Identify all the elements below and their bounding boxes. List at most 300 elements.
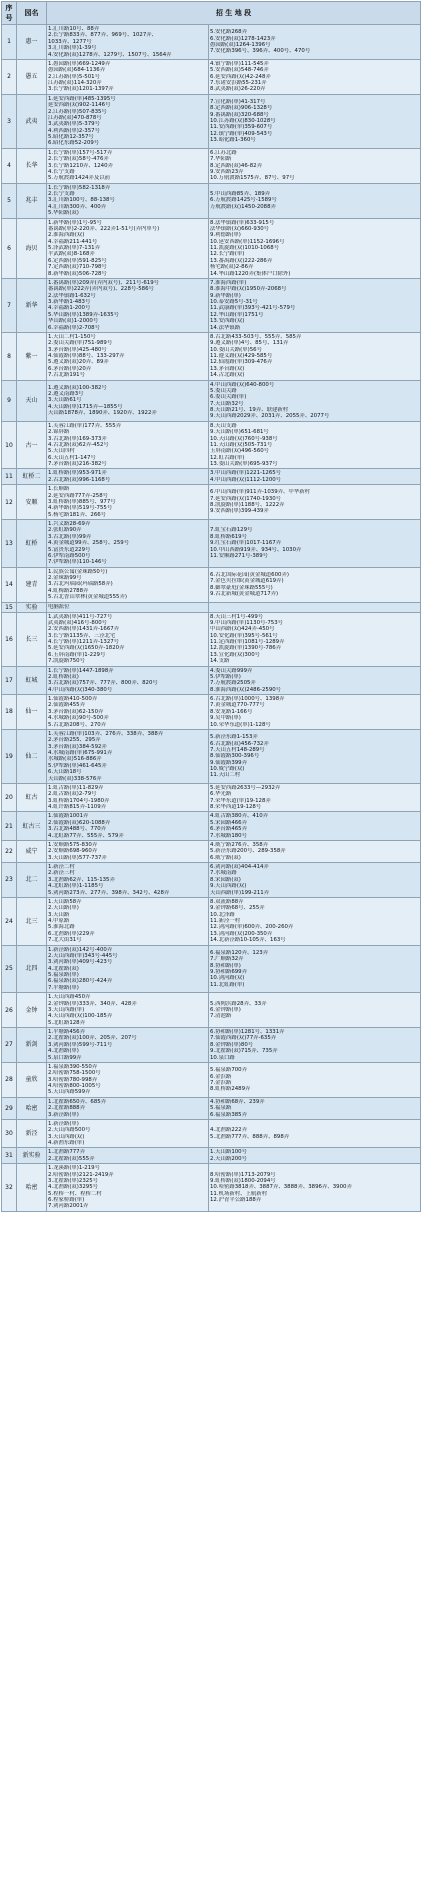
table-row: [2, 1164, 421, 1212]
table-row: [2, 520, 421, 568]
area-line: 5.遵义路(双)20弄、89弄: [48, 359, 109, 366]
area-line: 1.番禺路(单)209弄(弄内双号)、211号-619号: [48, 279, 160, 286]
area-line: 5.福泉路: [210, 1105, 232, 1112]
area-left-cell: [47, 380, 209, 421]
area-line: 1.天山二村1-150号: [48, 333, 96, 340]
area-line: 2.古北路(双)996-1168号: [48, 476, 111, 483]
park-name: 惠一: [17, 25, 47, 60]
area-line: 4.北渔路222弄: [210, 1127, 247, 1134]
area-line: 2.天山西路500号: [48, 1127, 91, 1134]
park-name: 威宁: [17, 840, 47, 862]
park-name: 虹古三: [17, 812, 47, 841]
area-line: 6.安化路(双)1278-1423弄: [210, 35, 276, 42]
area-line: 1.虹桥路(单)953-971弄: [48, 470, 107, 477]
area-line: 11.安顺路271号-389号: [210, 552, 269, 559]
area-line: 4.北渔路(单): [48, 1048, 79, 1055]
area-right-cell: [209, 278, 421, 332]
area-left-cell: [47, 218, 209, 278]
area-right-cell: [209, 1028, 421, 1063]
area-line: 13.昭化路1-360号: [210, 137, 256, 144]
area-line: 7.东诸安浜路55-231弄: [210, 80, 267, 86]
park-name: 武夷: [17, 94, 47, 148]
table-row: [2, 148, 421, 183]
area-line: 1.长宁路(单)1447-1898弄: [48, 667, 114, 674]
area-line: 1.平塘路456弄: [48, 1029, 85, 1036]
area-line: 3.新华路1-483号: [48, 299, 91, 305]
area-line: 5.程桥一村、程桥二村: [48, 1190, 102, 1197]
row-number: 14: [2, 567, 17, 602]
area-line: 1.愚园路(单)669-1249弄: [48, 60, 111, 67]
area-line: 9.协和路699弄: [210, 968, 247, 975]
area-line: 5.天山西路599弄: [48, 1089, 91, 1096]
area-line: 6.玉屏南路(单)1-229号: [48, 651, 106, 658]
row-number: 23: [2, 863, 17, 898]
row-number: 21: [2, 812, 17, 841]
area-right-cell: [209, 25, 421, 60]
area-left-cell: [47, 1164, 209, 1212]
area-right-cell: [209, 148, 421, 183]
area-line: 5.华山路(单)1389弄-1635号: [48, 311, 120, 318]
area-line: 9.吴中路(单): [210, 715, 241, 722]
area-line: 3.古北路(单)99弄: [48, 533, 92, 540]
area-right-cell: [209, 332, 421, 380]
area-line: 2.北翟路(双)100弄、205弄、207号: [48, 1035, 137, 1042]
area-line: 玉屏南路(双)496-560号: [210, 448, 270, 455]
area-line: 3.剑河路(单)599号-711号: [48, 1041, 113, 1048]
row-number: 17: [2, 666, 17, 695]
area-right-cell: [209, 840, 421, 862]
area-line: 10.荣华东道(单)1-128号: [210, 721, 271, 728]
row-number: 26: [2, 993, 17, 1028]
area-line: 7.古北路191号: [48, 372, 85, 379]
area-line: 12.华山路(单)1751号: [210, 311, 264, 318]
area-line: 7.水城路180号: [210, 832, 247, 839]
area-line: 14.华山路1220弄(集体户口除外): [210, 270, 291, 277]
area-line: 5.淮海北路: [48, 924, 75, 931]
park-name: 建青: [17, 567, 47, 602]
area-line: 8.定西路(双)46-82弄: [210, 162, 262, 169]
area-line: 10.威宁路(双): [210, 766, 245, 773]
table-row: [2, 25, 421, 60]
area-line: 7.淮海西路(单): [210, 279, 247, 286]
area-right-cell: [209, 520, 421, 568]
table-row: [2, 485, 421, 520]
area-line: 4.黄金城道99弄、258号、259号: [48, 540, 130, 547]
area-right-cell: [209, 1062, 421, 1097]
park-name: 北二: [17, 863, 47, 898]
area-line: 3.虹桥路(单)885号、977号: [48, 498, 116, 505]
header-park: 园名: [17, 2, 47, 25]
area-line: 2.哈密路758-1500号: [48, 1070, 101, 1077]
area-line: 8.双流路88弄: [210, 898, 244, 905]
area-left-cell: [47, 94, 209, 148]
area-line: 5.安化路268弄: [210, 29, 247, 36]
area-line: 5.北虹路128弄: [48, 1019, 85, 1026]
area-line: 7.华阳路: [210, 156, 232, 163]
area-line: 2.虹古路(双)2-79号: [48, 791, 97, 798]
area-line: 2.长宁支路: [48, 191, 75, 197]
area-line: 8.荣华西道19-128号: [210, 804, 262, 811]
area-line: 2.新泾三村: [48, 870, 75, 877]
area-line: 8.武夷路(双)26-220弄: [210, 86, 266, 93]
area-line: 5.新泾东路1-153弄: [210, 734, 258, 741]
area-line: 6.天山路18号: [48, 769, 82, 776]
area-line: 10.江苏路(双)830-1028号: [210, 118, 276, 125]
row-number: 11: [2, 469, 17, 485]
area-line: 1.北渔路777弄: [48, 1149, 85, 1156]
row-number: 8: [2, 332, 17, 380]
park-name: 北四: [17, 945, 47, 993]
area-line: 7.万航渡路2505弄: [210, 680, 256, 687]
area-line: 2.安西路(单)1431弄-1667弄: [48, 626, 120, 633]
area-line: 延安西路(双)902-1146号: [48, 102, 111, 109]
area-line: 7.延安西路(双)1740-1930号: [210, 495, 282, 502]
area-line: 5.北渔路777弄、888弄、898弄: [210, 1133, 290, 1140]
area-line: 3.茅台路(单)425-480号: [48, 346, 107, 353]
table-row: [2, 469, 421, 485]
table-row: [2, 332, 421, 380]
row-number: 1: [2, 25, 17, 60]
area-line: 3.天山路(单)577-737弄: [48, 854, 107, 861]
area-line: 7.仙霞西路(双)77弄-635弄: [210, 1035, 277, 1042]
area-line: 9.番禺路(双)320-688号: [210, 111, 269, 118]
area-line: 9.安西路23弄: [210, 168, 244, 175]
area-left-cell: [47, 469, 209, 485]
table-row: [2, 218, 421, 278]
table-row: [2, 863, 421, 898]
area-line: 3.茅台路(双)62-150弄: [48, 708, 104, 715]
area-line: 1.新泾路(单): [48, 1120, 79, 1127]
area-line: 2.茅台路255、295弄: [48, 737, 101, 744]
area-line: 5.新泾东路200号、289-358弄: [210, 848, 286, 855]
area-line: 3.北翟路(单)2325号: [48, 1177, 99, 1184]
area-line: 7.剑河路2001弄: [48, 1203, 89, 1210]
area-left-cell: [47, 25, 209, 60]
area-left-cell: [47, 863, 209, 898]
area-line: 11.机场新村、上航新村: [210, 1190, 268, 1197]
area-line: 水城路(双)516-886弄: [48, 756, 102, 763]
area-line: 7.金浜路: [210, 1079, 232, 1086]
area-line: 5.宋园路466弄: [210, 819, 247, 826]
table-row: [2, 59, 421, 94]
area-line: 4.中山西路(双)1112-1200号: [210, 476, 282, 483]
area-line: 5.延安西路(双)1650弄-1820弄: [48, 645, 125, 652]
park-name: 仙一: [17, 695, 47, 730]
area-line: 1.芙蓉江路(单)177弄、555弄: [48, 422, 122, 429]
area-line: 9.金钟路68号、255弄: [210, 905, 265, 912]
area-right-cell: [209, 469, 421, 485]
area-line: 3.天山路: [48, 911, 70, 918]
area-line: 9.新华路(单): [210, 292, 241, 299]
area-left-cell: [47, 1062, 209, 1097]
area-line: 华山路(双)1-2000号: [48, 318, 99, 325]
area-line: 2.长宁路833弄、877弄、969号、1027弄、: [48, 32, 158, 39]
area-line: 3.天山西路(单): [48, 1006, 85, 1013]
area-line: 6.剑河路(双)404-414弄: [210, 864, 269, 871]
area-left-cell: [47, 567, 209, 602]
row-number: 30: [2, 1119, 17, 1148]
area-line: 1.芙蓉江路(单)103弄、276弄、338弄、388弄: [48, 730, 164, 737]
area-line: 6.中山西路(单)911弄-1039弄、中华新村: [210, 489, 310, 496]
area-line: 5.娄山关路: [210, 387, 237, 394]
park-name: 兆丰: [17, 183, 47, 218]
row-number: 32: [2, 1164, 17, 1212]
area-line: 6.古北国际花园(黄金城道600弄): [210, 571, 289, 578]
area-line: 7.金色贝拉维(黄金城道619弄): [210, 578, 284, 585]
table-row: [2, 1148, 421, 1164]
area-line: 4.娄山关路999弄: [210, 667, 253, 674]
area-line: 3.古北玛瑙园(玛瑙路58弄): [48, 581, 113, 588]
area-line: 2.张虹路90弄: [48, 527, 82, 534]
area-line: 4.镇宁路(单)111-545弄: [210, 60, 269, 67]
park-name: 虹古: [17, 783, 47, 812]
area-line: 4.新华路(单)519号-755号: [48, 505, 113, 512]
area-line: 8.凯旋路(单)1188号、1222弄: [210, 502, 285, 509]
table-row: [2, 278, 421, 332]
area-line: 2.仙霞路455弄: [48, 702, 85, 709]
area-line: 法华镇路(双)660-930号: [210, 225, 270, 232]
area-left-cell: [47, 602, 209, 612]
park-name: 哈密: [17, 1164, 47, 1212]
area-line: 6.昭化东路52-209号: [48, 140, 100, 147]
area-line: 5.富贵东道229号: [48, 546, 91, 553]
area-line: 3.长宁路1210弄、1240弄: [48, 162, 113, 169]
area-left-cell: [47, 1119, 209, 1148]
area-line: 6.茅台路465弄: [210, 826, 247, 833]
area-line: 4.古北路(双)62弄-452号: [48, 441, 109, 448]
area-right-cell: [209, 812, 421, 841]
park-name: 虹城: [17, 666, 47, 695]
area-line: 2.北翟路888弄: [48, 1105, 85, 1112]
area-line: 7.水城南路: [210, 870, 237, 877]
park-name: 长华: [17, 148, 47, 183]
area-line: 4.水城路(双)90号-500弄: [48, 715, 109, 722]
area-line: 4.协和路68弄、239弄: [210, 1098, 265, 1105]
row-number: 27: [2, 1028, 17, 1063]
area-line: 9.安西路(单)399-439弄: [210, 508, 269, 515]
area-line: 7.伊犁路(单)110-146号: [48, 559, 107, 566]
area-line: 4.利西路(单)2-357号: [48, 127, 100, 134]
area-right-cell: [209, 421, 421, 469]
area-line: 天山路1878弄、1890弄、1920弄、1922弄: [48, 410, 157, 417]
area-line: 8.协和路(单): [210, 962, 241, 969]
area-right-cell: [209, 993, 421, 1028]
area-line: 武夷路(双)416号-800号: [48, 619, 108, 626]
area-line: 2.天山路(单): [48, 905, 79, 912]
area-line: 4.威宁路276弄、358弄: [210, 841, 269, 848]
area-left-cell: [47, 695, 209, 730]
park-name: 海贝: [17, 218, 47, 278]
table-row: [2, 94, 421, 148]
area-line: 10.泰安路5号-31号: [210, 299, 258, 305]
area-right-cell: [209, 729, 421, 783]
area-line: 3.古北路(单)169-373弄: [48, 435, 107, 442]
enrollment-zone-table: [1, 1, 421, 1212]
area-line: 9.虹桥路(双)1800-2094号: [210, 1177, 276, 1184]
area-line: 5.杨宅路181弄、266号: [48, 511, 107, 518]
area-line: 2.锦屏路: [48, 429, 70, 436]
area-left-cell: [47, 812, 209, 841]
area-line: 6.协和路(单)1281号、1331弄: [210, 1029, 285, 1036]
area-line: 11.武康路(单)393号-421号-579号: [210, 305, 296, 312]
area-line: 6.茅台路(单)20弄: [48, 365, 92, 372]
area-line: 1033弄、1277号: [48, 38, 92, 45]
area-line: 3.虹桥路1704号-1980弄: [48, 797, 110, 804]
row-number: 6: [2, 218, 17, 278]
area-line: 9.遵义路(单)4号、85号、131弄: [210, 340, 289, 347]
area-line: 10.剑河路(双): [210, 975, 245, 982]
area-line: 8.天山路21号、19弄、联建新村: [210, 407, 289, 413]
area-line: 1.福泉路390-550弄: [48, 1063, 98, 1070]
row-number: 20: [2, 783, 17, 812]
area-line: 5.昭化路12-357号: [48, 134, 94, 140]
row-number: 16: [2, 612, 17, 666]
area-right-cell: [209, 218, 421, 278]
area-right-cell: [209, 1164, 421, 1212]
area-line: 13.娄山关路(单)695-937号: [210, 461, 278, 467]
area-line: 6.福泉路120弄、123弄: [210, 949, 269, 956]
area-line: 9.中山西路(单)1130号-753号: [210, 619, 284, 626]
row-number: 2: [2, 59, 17, 94]
area-line: 4.仙霞路(单)88号、133-297弄: [48, 353, 125, 359]
area-right-cell: [209, 380, 421, 421]
row-number: 10: [2, 421, 17, 469]
area-line: 4.中山西路(双)340-380号: [48, 686, 113, 693]
area-line: 10.哈密路3818弄、3887弄、3888弄、3896弄、3900弄: [210, 1184, 352, 1191]
area-line: 1.新华路(单)1号-95号: [48, 219, 102, 226]
area-left-cell: [47, 612, 209, 666]
area-line: 3.长宁路1135弄、三泾北宅: [48, 632, 116, 639]
area-line: 11.定西路(单)1081号-1289弄: [210, 639, 285, 646]
area-right-cell: [209, 1119, 421, 1148]
area-line: 9.红宝石路(单)1017-1167弄: [210, 540, 282, 547]
area-line: 4.天山路(单)1715弄—1855号: [48, 403, 123, 410]
area-line: 5.福泉路(单): [48, 972, 79, 979]
table-row: [2, 695, 421, 730]
area-right-cell: [209, 945, 421, 993]
area-line: 4.中山西路(双)640-800号: [210, 381, 275, 388]
area-line: 1.延安西路(单)485-1395号: [48, 95, 116, 102]
area-line: 1.遵义路(双)100-382号: [48, 384, 107, 391]
area-line: 5.万航渡路1424弄及以前: [48, 175, 110, 182]
area-line: 1.仙霞路410-500弄: [48, 696, 98, 703]
area-line: 1.武夷路(单)411号-727号: [48, 613, 113, 620]
row-number: 22: [2, 840, 17, 862]
area-line: 4.中原路: [48, 918, 70, 925]
area-line: 1.新泾路(双)142号-400弄: [48, 946, 113, 953]
table-row: [2, 380, 421, 421]
area-line: 1.龙溪路(单)1-219号: [48, 1165, 100, 1172]
park-name: 哈密: [17, 1097, 47, 1119]
area-line: 1.仙霞路1001弄: [48, 813, 89, 820]
park-name: 安顺: [17, 485, 47, 520]
area-left-cell: [47, 840, 209, 862]
area-right-cell: [209, 612, 421, 666]
table-row: [2, 567, 421, 602]
area-left-cell: [47, 59, 209, 94]
area-line: 14.支路: [210, 658, 230, 665]
row-number: 3: [2, 94, 17, 148]
area-line: 14.古北路(双): [210, 372, 245, 379]
area-line: 2.遵义南路3号: [48, 391, 84, 398]
row-number: 13: [2, 520, 17, 568]
area-line: 8.古北路433-503号、555弄、585弄: [210, 333, 302, 340]
area-line: 4.新渔东路(单): [48, 1140, 85, 1147]
area-right-cell: [209, 666, 421, 695]
area-right-cell: [209, 1097, 421, 1119]
area-line: 2.哈密路(单)2121-2419弄: [48, 1171, 114, 1178]
area-line: 12.长宁路(单): [210, 251, 245, 258]
area-line: 2.娄山关路(单)751-989号: [48, 340, 113, 347]
area-line: 3.天山路61号: [48, 397, 82, 404]
area-line: 10.延安西路(单)1152-1696号: [210, 238, 285, 245]
park-name: 新实验: [17, 1148, 47, 1164]
area-line: 6.伊犁南路500号: [48, 552, 91, 559]
area-line: 4.长宁路(单)1211弄-1327号: [48, 639, 120, 646]
area-line: 6.江苏北路: [210, 149, 237, 156]
area-line: 11.凯旋路(双)1010-1068号: [210, 245, 280, 251]
area-line: 4.水城南路(单)675-991弄: [48, 750, 113, 757]
area-right-cell: [209, 863, 421, 898]
area-line: 8.仙霞路300-396号: [210, 753, 260, 760]
area-line: 1.汇川路10号、88弄: [48, 26, 100, 32]
area-line: 7.安化路396号、396弄、400号、470号: [210, 48, 311, 55]
area-line: 10.泉口路: [210, 1054, 235, 1061]
header-no: 序号: [2, 2, 17, 25]
area-line: 6.古北路(双)456-732弄: [210, 740, 269, 747]
table-row: [2, 183, 421, 218]
row-number: 19: [2, 729, 17, 783]
area-line: 4.虹古路380弄、410弄: [210, 813, 269, 820]
row-number: 24: [2, 897, 17, 945]
row-number: 12: [2, 485, 17, 520]
area-line: 6.威宁路(双): [210, 854, 241, 861]
area-line: 番禺路(单)222弄(弄内双号)、228号-586号: [48, 286, 154, 293]
table-row: [2, 1097, 421, 1119]
area-line: 4.北翟路(双): [48, 965, 79, 972]
area-line: 4.北渔路(双)3295号: [48, 1184, 99, 1191]
row-number: 31: [2, 1148, 17, 1164]
area-line: 2.北翟路(双)555弄: [48, 1155, 95, 1162]
area-line: 7.北大街31号: [48, 937, 82, 944]
area-left-cell: [47, 1148, 209, 1164]
area-line: 14.法华镇路: [210, 324, 241, 331]
area-line: 8.金钟路(单)80号: [210, 1041, 254, 1048]
table-row: [2, 783, 421, 812]
park-name: 童欣: [17, 1062, 47, 1097]
area-line: 8.御翠豪庭(金珠路555号): [210, 584, 273, 591]
area-line: 中山西路(双)424弄-450号: [210, 626, 275, 633]
area-line: 11.安西路(单)359-607号: [210, 124, 273, 131]
area-line: 1.长宁路(单)157号-517弄: [48, 149, 113, 156]
area-right-cell: [209, 485, 421, 520]
table-row: [2, 421, 421, 469]
area-line: 3.茅台路(双)384-592弄: [48, 743, 107, 750]
area-right-cell: [209, 59, 421, 94]
area-line: 8.天山支路: [210, 422, 237, 429]
area-line: 6.天山五村1-147号: [48, 454, 96, 461]
area-line: 9.北翟路(双)715弄、735弄: [210, 1048, 278, 1055]
row-number: 7: [2, 278, 17, 332]
area-line: 6.华光路: [210, 791, 232, 798]
area-line: 5.延安西路2633号—2932弄: [210, 784, 281, 791]
area-line: 7.天山路32号: [210, 400, 244, 407]
area-left-cell: [47, 1097, 209, 1119]
area-line: 1.长顺路: [48, 486, 70, 493]
area-right-cell: [209, 602, 421, 612]
area-left-cell: [47, 666, 209, 695]
area-line: 8.天山三村1号-499号: [210, 613, 264, 620]
